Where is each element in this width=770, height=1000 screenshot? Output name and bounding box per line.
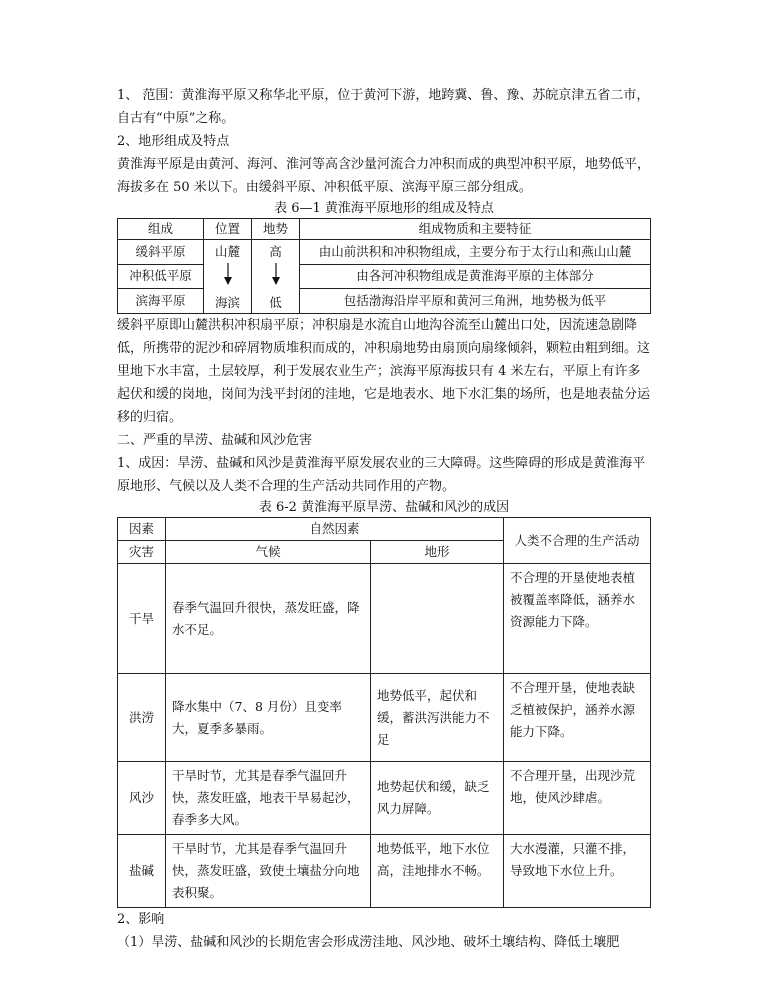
table-cell: 由各河冲积物组成是黄淮海平原的主体部分 bbox=[300, 264, 651, 289]
table-header: 组成物质和主要特征 bbox=[300, 219, 651, 240]
arrow-down-icon bbox=[223, 263, 233, 285]
heading-hazards: 二、严重的旱涝、盐碱和风沙危害 bbox=[117, 433, 313, 448]
terrain-cell: 地势起伏和缓，缺乏风力屏障。 bbox=[371, 762, 504, 835]
table-terrain bbox=[117, 218, 651, 314]
table-cell: 滨海平原 bbox=[118, 289, 204, 314]
table-header: 组成 bbox=[118, 219, 204, 240]
terrain-cell: 地势低平，起伏和缓，蓄洪泻洪能力不足 bbox=[371, 674, 504, 762]
table-row bbox=[118, 835, 651, 908]
table-row bbox=[118, 264, 651, 289]
paragraph-plains: 缓斜平原即山麓洪积冲积扇平原；冲积扇是水流自山地沟谷流至山麓出口处，因流速急剧降低，所携带的泥沙和碎屑物质堆积而成的，冲积扇地势由扇顶向扇缘倾斜，颗粒由粗到细。这里地下水丰富，土层较厚，利于发展农业生产；滨海平原海拔只有 4 米左右，平原上有许多起伏和缓的岗地，岗间为浅平封闭的洼地，它是地表水、地下水汇集的场所，也是地表盐分运移的归宿。 bbox=[117, 318, 651, 425]
heading-impact: 2、影响 bbox=[117, 912, 165, 927]
position-bottom: 海滨 bbox=[214, 295, 240, 310]
paragraph-scope: 1、 范围：黄淮海平原又称华北平原，位于黄河下游，地跨冀、鲁、豫、苏皖京津五省二市，自古有“中原”之称。 bbox=[117, 88, 650, 126]
climate-cell: 春季气温回升很快，蒸发旺盛，降水不足。 bbox=[166, 564, 371, 674]
arrow-down-icon bbox=[271, 263, 281, 285]
climate-cell: 干旱时节，尤其是春季气温回升快，蒸发旺盛，地表干旱易起沙，春季多大风。 bbox=[166, 762, 371, 835]
document-page bbox=[117, 84, 651, 954]
disaster-cell: 干旱 bbox=[118, 564, 166, 674]
natural-header: 自然因素 bbox=[166, 518, 504, 541]
climate-header: 气候 bbox=[166, 541, 371, 564]
position-top: 山麓 bbox=[214, 244, 240, 259]
table-cell: 冲积低平原 bbox=[118, 264, 204, 289]
paragraph-impact: （1）旱涝、盐碱和风沙的长期危害会形成涝洼地、风沙地、破坏土壤结构、降低土壤肥 bbox=[117, 935, 620, 950]
disaster-cell: 风沙 bbox=[118, 762, 166, 835]
heading-terrain: 2、地形组成及特点 bbox=[117, 134, 230, 149]
human-header: 人类不合理的生产活动 bbox=[504, 518, 651, 564]
disaster-cell: 盐碱 bbox=[118, 835, 166, 908]
position-cell bbox=[204, 240, 252, 314]
table1-caption: 表 6—1 黄淮海平原地形的组成及特点 bbox=[274, 201, 494, 216]
terrain-cell: 地势低平，地下水位高，洼地排水不畅。 bbox=[371, 835, 504, 908]
terrain-cell bbox=[371, 564, 504, 674]
paragraph-terrain: 黄淮海平原是由黄河、海河、淮河等高含沙量河流合力冲积而成的典型冲积平原，地势低平，海拔多在 50 米以下。由缓斜平原、冲积低平原、滨海平原三部分组成。 bbox=[117, 157, 651, 195]
table-row bbox=[118, 219, 651, 240]
elevation-cell bbox=[252, 240, 300, 314]
table2-caption: 表 6-2 黄淮海平原旱涝、盐碱和风沙的成因 bbox=[258, 500, 510, 515]
climate-cell: 降水集中（7、8 月份）且变率大，夏季多暴雨。 bbox=[166, 674, 371, 762]
human-cell: 不合理的开垦使地表植被覆盖率降低，涵养水资源能力下降。 bbox=[504, 564, 651, 674]
terrain-header: 地形 bbox=[371, 541, 504, 564]
elevation-top: 高 bbox=[269, 244, 282, 259]
table-cell: 缓斜平原 bbox=[118, 240, 204, 265]
human-cell: 不合理开垦，使地表缺乏植被保护，涵养水源能力下降。 bbox=[504, 674, 651, 762]
corner-bottom: 灾害 bbox=[118, 541, 166, 564]
climate-cell: 干旱时节，尤其是春季气温回升快，蒸发旺盛，致使土壤盐分向地表积聚。 bbox=[166, 835, 371, 908]
table-row bbox=[118, 674, 651, 762]
table-cell: 包括渤海沿岸平原和黄河三角洲，地势极为低平 bbox=[300, 289, 651, 314]
corner-top: 因素 bbox=[118, 518, 166, 541]
disaster-cell: 洪涝 bbox=[118, 674, 166, 762]
table-row bbox=[118, 240, 651, 265]
elevation-bottom: 低 bbox=[269, 295, 282, 310]
table-cell: 由山前洪积和冲积物组成，主要分布于太行山和燕山山麓 bbox=[300, 240, 651, 265]
table-header: 位置 bbox=[204, 219, 252, 240]
human-cell: 不合理开垦，出现沙荒地，使风沙肆虐。 bbox=[504, 762, 651, 835]
paragraph-causes: 1、成因：旱涝、盐碱和风沙是黄淮海平原发展农业的三大障碍。这些障碍的形成是黄淮海平原地形、气候以及人类不合理的生产活动共同作用的产物。 bbox=[117, 456, 646, 494]
table-causes bbox=[117, 517, 651, 908]
table-row bbox=[118, 289, 651, 314]
table-row bbox=[118, 762, 651, 835]
table-header: 地势 bbox=[252, 219, 300, 240]
table-row bbox=[118, 564, 651, 674]
human-cell: 大水漫灌，只灌不排，导致地下水位上升。 bbox=[504, 835, 651, 908]
table-row bbox=[118, 518, 651, 541]
